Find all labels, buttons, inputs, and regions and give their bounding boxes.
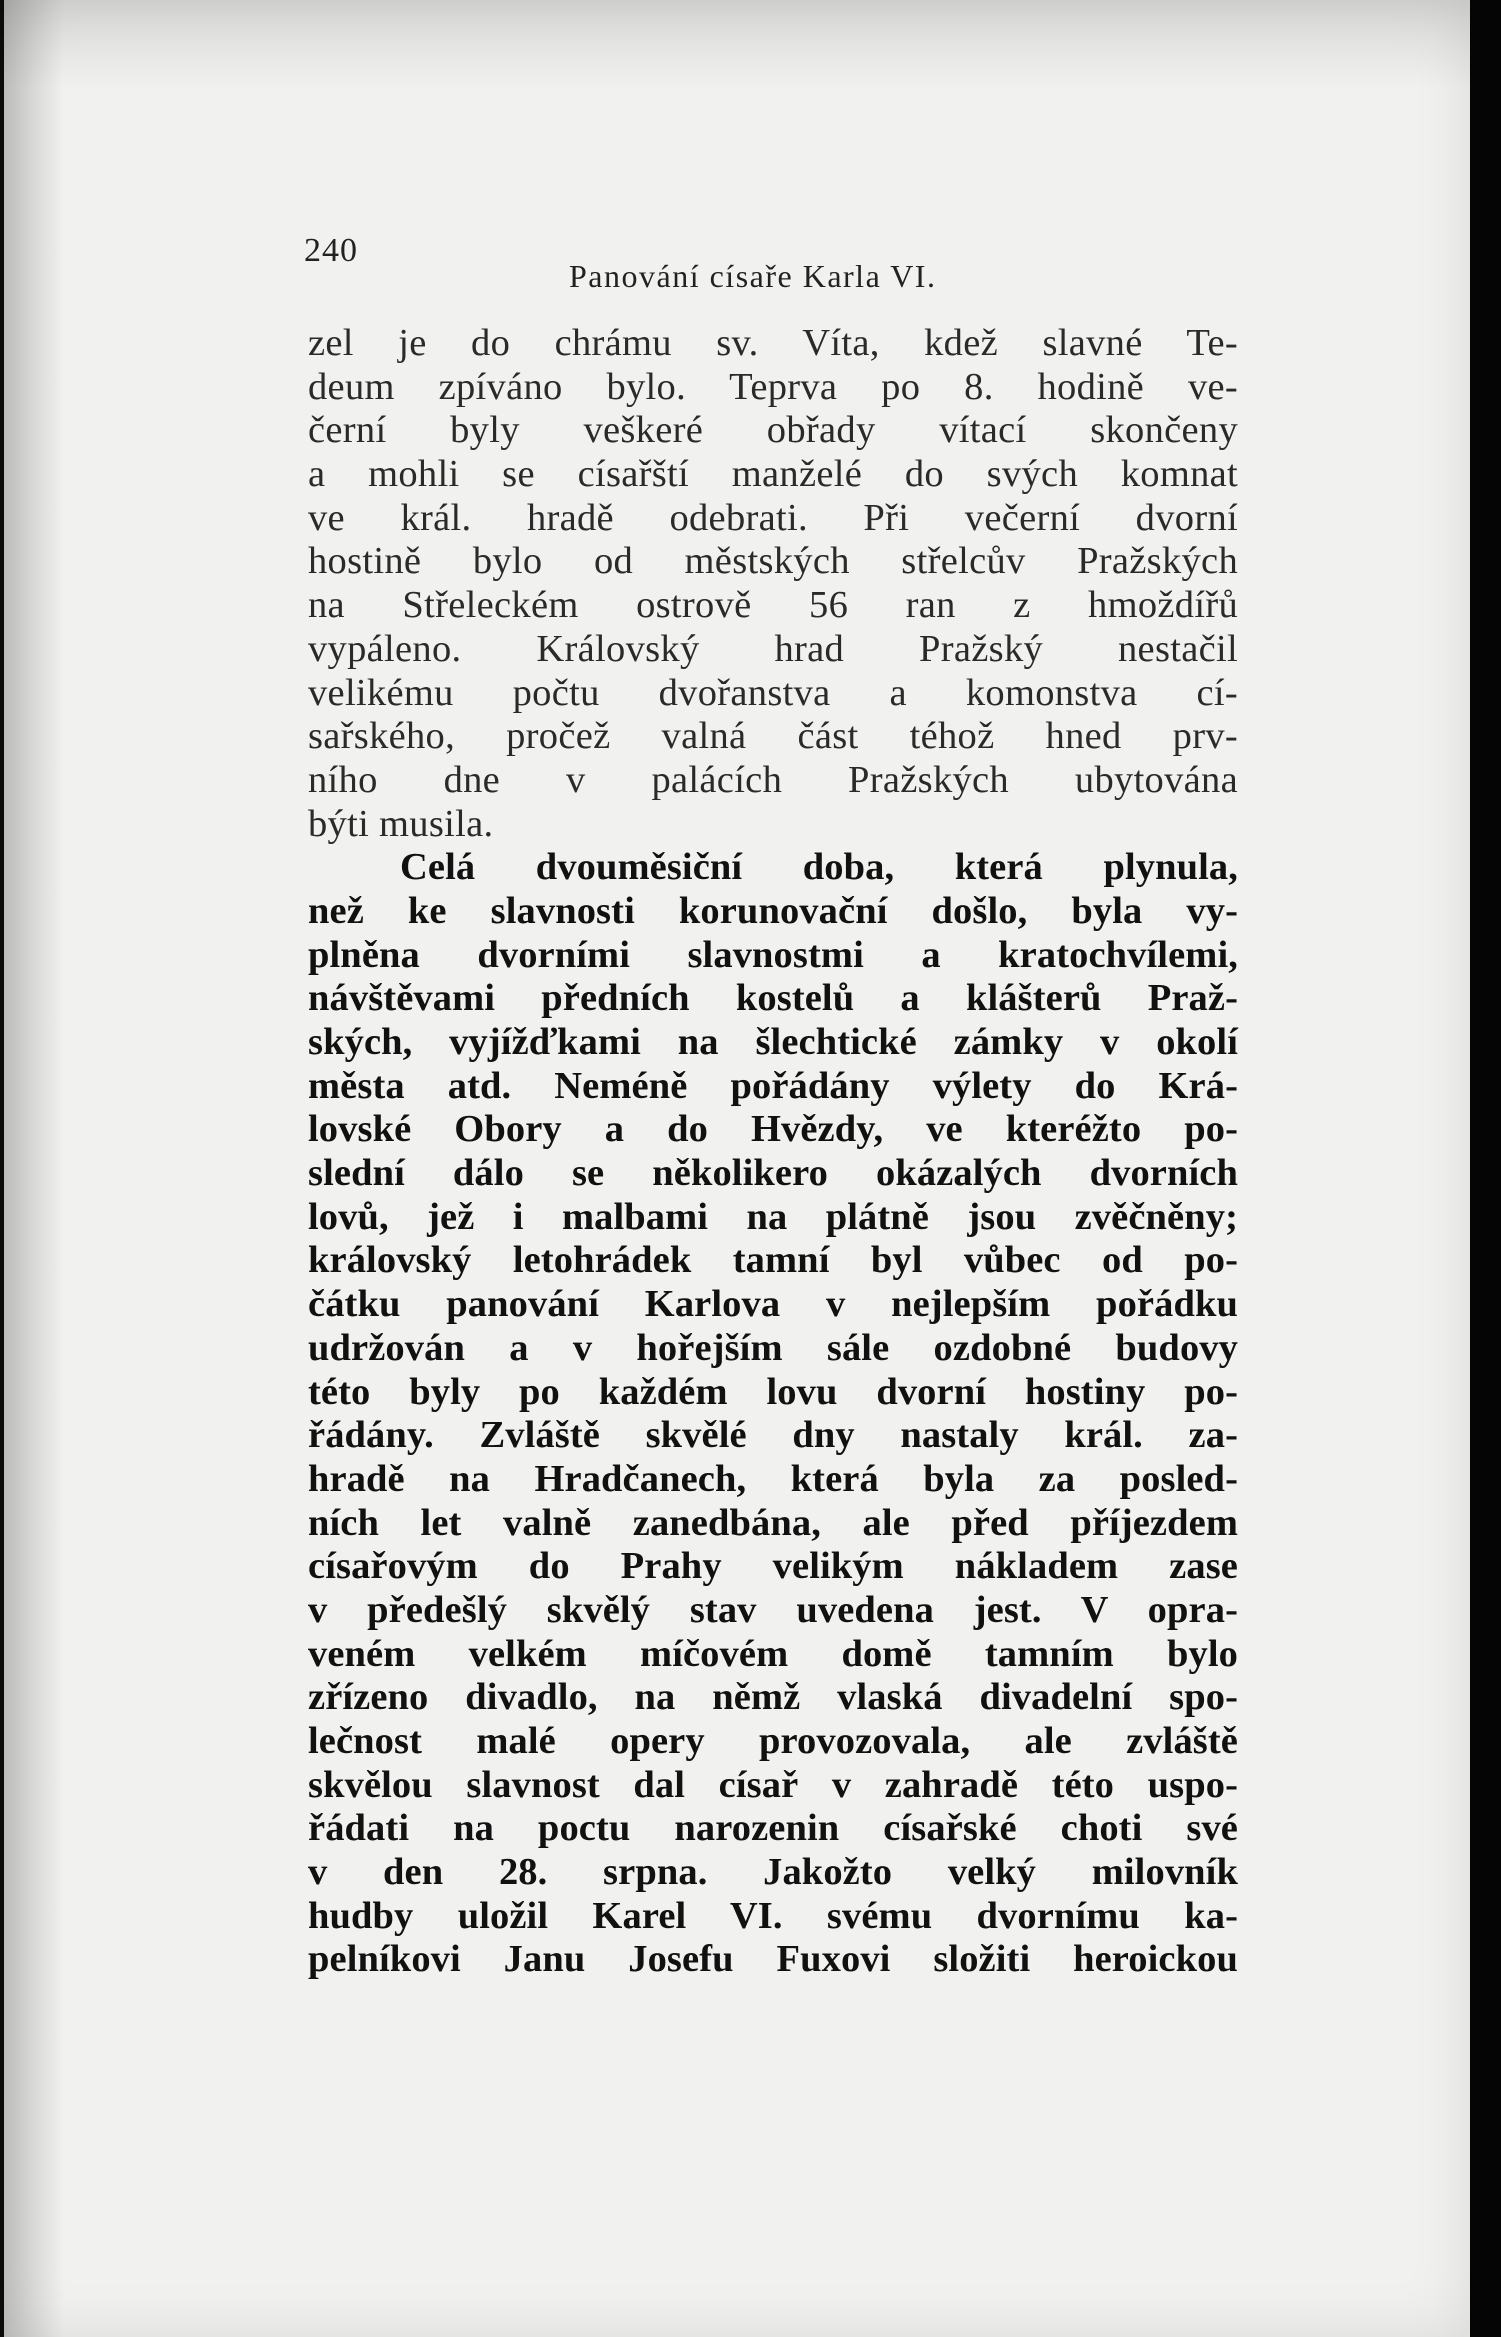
- text-line: zřízeno divadlo, na němž vlaská divadelní spo-: [308, 1676, 1238, 1719]
- paragraph-1: [308, 322, 1238, 846]
- text-line: na Střeleckém ostrově 56 ran z hmoždířů: [308, 584, 1238, 627]
- text-line: hudby uložil Karel VI. svému dvornímu ka-: [308, 1894, 1238, 1937]
- text-line: čátku panování Karlova v nejlepším pořádku: [308, 1283, 1238, 1326]
- text-line: skvělou slavnost dal císař v zahradě této uspo-: [308, 1763, 1238, 1806]
- text-line: veném velkém míčovém domě tamním bylo: [308, 1632, 1238, 1675]
- text-line: ských, vyjížďkami na šlechtické zámky v okolí: [308, 1021, 1238, 1063]
- text-line: Celá dvouměsiční doba, která plynula,: [400, 846, 1238, 889]
- text-line: a mohli se císařští manželé do svých komnat: [308, 453, 1238, 496]
- text-line: řádány. Zvláště skvělé dny nastaly král. za-: [308, 1414, 1238, 1457]
- text-line: řádati na poctu narozenin císařské choti své: [308, 1807, 1238, 1850]
- paragraph-2: [308, 846, 1238, 1982]
- text-line: císařovým do Prahy velikým nákladem zase: [308, 1545, 1238, 1588]
- text-line: býti musila.: [308, 802, 494, 845]
- text-line: slední dálo se několikero okázalých dvorních: [308, 1152, 1238, 1195]
- book-page: [4, 0, 1470, 2337]
- text-line: zel je do chrámu sv. Víta, kdež slavné Te-: [308, 322, 1238, 364]
- running-head: Panování císaře Karla VI.: [569, 258, 937, 294]
- text-line: vypáleno. Královský hrad Pražský nestačil: [308, 627, 1238, 670]
- text-line: hradě na Hradčanech, která byla za posled-: [308, 1457, 1238, 1500]
- text-line: hostině bylo od městských střelcův Pražských: [308, 540, 1238, 583]
- text-line: sařského, pročež valná část téhož hned prv-: [308, 715, 1238, 758]
- text-line: deum zpíváno bylo. Teprva po 8. hodině ve-: [308, 365, 1238, 408]
- text-line: ních let valně zanedbána, ale před příjezdem: [308, 1501, 1238, 1544]
- scanner-edge: [1470, 0, 1501, 2337]
- text-line: lovské Obory a do Hvězdy, ve kteréžto po-: [308, 1108, 1238, 1151]
- text-line: plněna dvorními slavnostmi a kratochvílemi,: [308, 933, 1238, 976]
- page-number: 240: [304, 232, 358, 269]
- top-shade: [4, 0, 1470, 90]
- text-line: černí byly veškeré obřady vítací skončeny: [308, 409, 1238, 452]
- text-line: města atd. Neméně pořádány výlety do Krá-: [308, 1064, 1238, 1107]
- text-line: lečnost malé opery provozovala, ale zvláště: [308, 1720, 1238, 1762]
- text-line: návštěvami předních kostelů a klášterů Praž-: [308, 977, 1238, 1020]
- text-line: v den 28. srpna. Jakožto velký milovník: [308, 1851, 1238, 1894]
- text-line: velikému počtu dvořanstva a komonstva cí-: [308, 671, 1238, 714]
- text-line: pelníkovi Janu Josefu Fuxovi složiti heroickou: [308, 1938, 1238, 1981]
- text-line: lovů, jež i malbami na plátně jsou zvěčněny;: [308, 1195, 1238, 1238]
- binding-shadow: [4, 0, 64, 2337]
- body-text: [308, 322, 1238, 1982]
- text-line: než ke slavnosti korunovační došlo, byla vy-: [308, 889, 1238, 932]
- text-line: královský letohrádek tamní byl vůbec od po-: [308, 1239, 1238, 1282]
- text-line: této byly po každém lovu dvorní hostiny po-: [308, 1370, 1238, 1413]
- text-line: ve král. hradě odebrati. Při večerní dvorní: [308, 496, 1238, 539]
- text-line: ního dne v palácích Pražských ubytována: [308, 758, 1238, 801]
- text-line: udržován a v hořejším sále ozdobné budovy: [308, 1326, 1238, 1369]
- text-line: v předešlý skvělý stav uvedena jest. V opra-: [308, 1588, 1238, 1631]
